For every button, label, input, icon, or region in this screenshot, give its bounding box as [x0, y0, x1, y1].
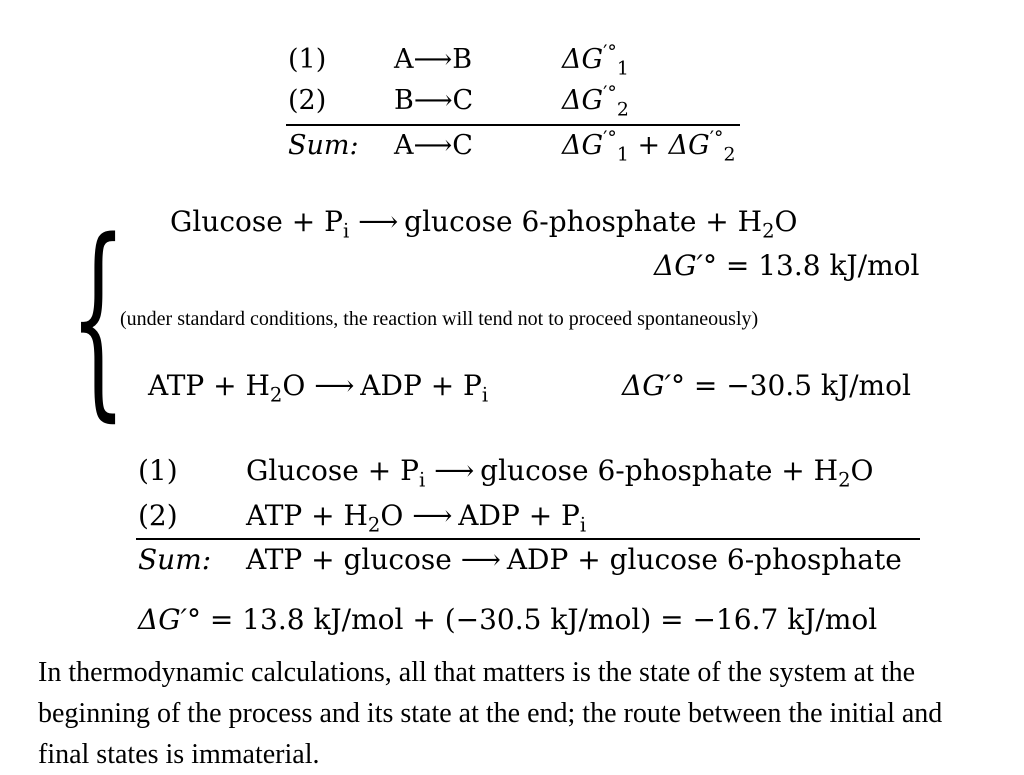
atp-reaction	[148, 369, 489, 407]
arrow-icon: ⟶	[412, 499, 450, 532]
row1-label: (1)	[288, 44, 327, 75]
glucose-dg	[654, 250, 919, 282]
total-dg-label: ΔG′°	[138, 603, 201, 636]
arrow-icon: ⟶	[358, 205, 396, 238]
b2-row2-left-sub: 2	[367, 513, 381, 537]
curly-brace: {	[70, 195, 127, 440]
atp-left-sub: 2	[269, 383, 283, 407]
atp-left-end: O	[282, 369, 306, 402]
b2-row1-right-end: O	[850, 454, 874, 487]
b2-sum-divider	[136, 538, 920, 540]
b2-row2-right-sub: i	[579, 513, 587, 537]
row2-dg-sub: 2	[616, 98, 629, 121]
sum-divider	[286, 124, 740, 126]
glucose-dg-label: ΔG′°	[654, 249, 717, 282]
sum-label: Sum:	[288, 130, 359, 161]
b2-row1-label: (1)	[138, 454, 178, 487]
arrow-icon: ⟶	[434, 454, 472, 487]
row2-label: (2)	[288, 85, 327, 116]
row2-dg-sup: ′°	[603, 82, 617, 104]
b2-row1-right: glucose 6-phosphate + H	[480, 454, 839, 487]
b2-row1-right-sub: 2	[838, 468, 851, 492]
glucose-left-sub: i	[342, 219, 350, 243]
b2-row2-label: (2)	[138, 499, 178, 532]
b2-sum-left: ATP + glucose	[246, 543, 452, 576]
sum-dg	[562, 127, 736, 166]
b2-row2-left-end: O	[380, 499, 404, 532]
row2-dg	[562, 82, 629, 121]
standard-conditions-note: (under standard conditions, the reaction will tend not to proceed spontaneously)	[120, 308, 759, 330]
glucose-right-sub: 2	[762, 219, 775, 243]
sum-plus: +	[637, 130, 661, 161]
row1-dg-sup: ′°	[603, 41, 617, 63]
sum-dg1-symbol: ΔG	[562, 130, 604, 161]
row2-dg-symbol: ΔG	[562, 85, 604, 116]
b2-sum-label: Sum:	[138, 543, 212, 576]
row1-dg-sub: 1	[616, 57, 629, 80]
total-dg	[138, 604, 877, 636]
atp-dg	[622, 370, 911, 402]
row1-dg	[562, 41, 629, 80]
glucose-dg-value: = 13.8 kJ/mol	[725, 249, 920, 282]
b2-sum-right: ADP + glucose 6-phosphate	[506, 543, 902, 576]
sum-dg2-symbol: ΔG	[668, 130, 710, 161]
arrow-icon: ⟶	[460, 543, 498, 576]
total-dg-expression: = 13.8 kJ/mol + (−30.5 kJ/mol) = −16.7 kJ/mol	[209, 603, 878, 636]
b2-row2-reaction	[246, 499, 587, 537]
b2-row1-reaction	[246, 454, 874, 492]
atp-right: ADP + P	[360, 369, 482, 402]
atp-right-sub: i	[481, 383, 489, 407]
sum-dg2-sup: ′°	[709, 127, 724, 149]
arrow-icon: ⟶	[314, 369, 352, 402]
b2-row2-left: ATP + H	[246, 499, 368, 532]
sum-dg2-sub: 2	[723, 143, 736, 166]
b2-row1-left-sub: i	[418, 468, 426, 492]
glucose-left: Glucose + P	[170, 205, 343, 238]
row1-reaction: A⟶B	[394, 44, 473, 75]
b2-sum-reaction	[246, 544, 902, 576]
b2-row1-left: Glucose + P	[246, 454, 419, 487]
atp-dg-label: ΔG′°	[622, 369, 685, 402]
glucose-right-end: O	[774, 205, 798, 238]
sum-dg1-sub: 1	[616, 143, 629, 166]
glucose-right: glucose 6-phosphate + H	[404, 205, 763, 238]
atp-dg-value: = −30.5 kJ/mol	[693, 369, 911, 402]
sum-reaction: A⟶C	[394, 130, 473, 161]
b2-row2-right: ADP + P	[458, 499, 580, 532]
glucose-reaction	[170, 205, 798, 243]
row1-dg-symbol: ΔG	[562, 44, 604, 75]
sum-dg1-sup: ′°	[603, 127, 617, 149]
atp-left: ATP + H	[148, 369, 270, 402]
row2-reaction: B⟶C	[394, 85, 474, 116]
explanation-paragraph: In thermodynamic calculations, all that matters is the state of the system at the beginning of the process and its state at the end; the route between the initial and final states is immaterial.	[38, 657, 943, 770]
